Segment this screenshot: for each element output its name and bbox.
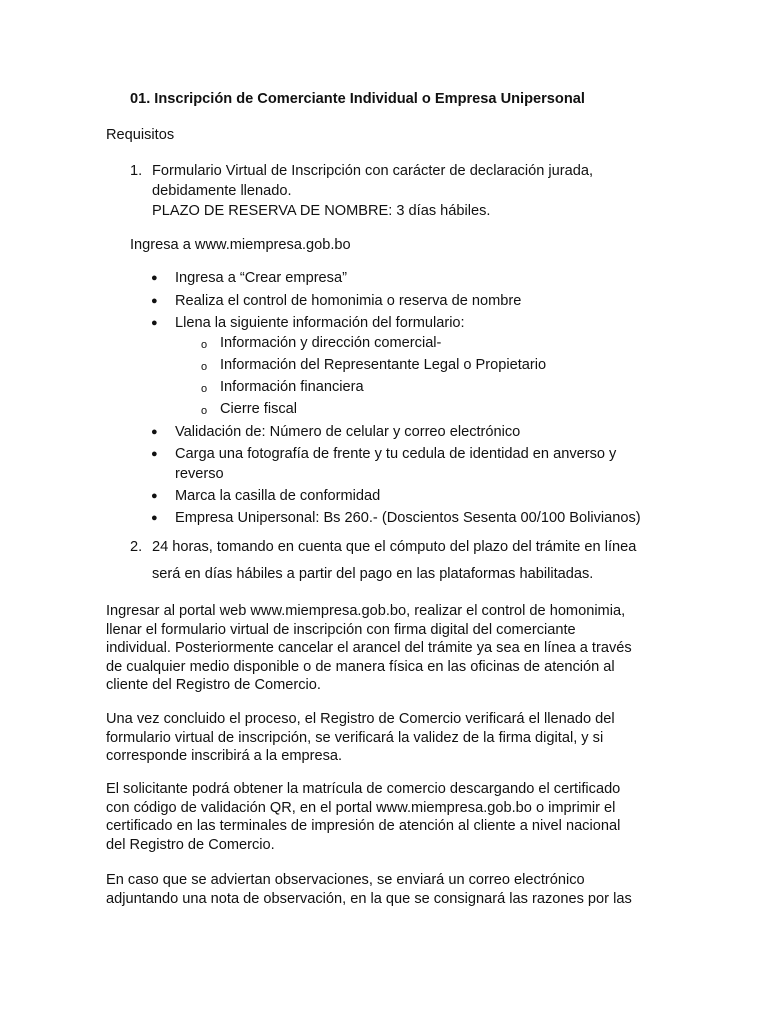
circle-bullet-icon: o bbox=[201, 405, 208, 417]
paragraph-line: Una vez concluido el proceso, el Registro de Comercio verificará el llenado del bbox=[106, 711, 615, 727]
bullet-icon: ● bbox=[151, 426, 158, 438]
ingresa-line: Ingresa a www.miempresa.gob.bo bbox=[130, 237, 351, 253]
list-item: Empresa Unipersonal: Bs 260.- (Doscientos Sesenta 00/100 Bolivianos) bbox=[175, 510, 641, 526]
title-number: 01. bbox=[130, 91, 151, 107]
list-item: Marca la casilla de conformidad bbox=[175, 488, 381, 504]
paragraph-line: de cualquier medio disponible o de manera física en las oficinas de atención al bbox=[106, 658, 615, 675]
bullet-icon: ● bbox=[151, 490, 158, 502]
paragraph-line: cliente del Registro de Comercio. bbox=[106, 677, 321, 694]
list-item: Realiza el control de homonimia o reserva de nombre bbox=[175, 293, 522, 309]
item1-line: Formulario Virtual de Inscripción con carácter de declaración jurada, bbox=[152, 163, 594, 179]
paragraph bbox=[106, 602, 666, 695]
paragraph bbox=[106, 871, 666, 908]
list-item: Llena la siguiente información del formulario: bbox=[175, 315, 465, 331]
list-item-continuation: reverso bbox=[175, 466, 224, 482]
item1-line: PLAZO DE RESERVA DE NOMBRE: 3 días hábiles. bbox=[152, 203, 491, 219]
bullet-icon: ● bbox=[151, 272, 158, 284]
paragraph-line: del Registro de Comercio. bbox=[106, 836, 275, 853]
circle-bullet-icon: o bbox=[201, 383, 208, 395]
title-text: Inscripción de Comerciante Individual o Empresa Unipersonal bbox=[154, 91, 585, 107]
list-item: Carga una fotografía de frente y tu cedula de identidad en anverso y bbox=[175, 446, 617, 462]
paragraph-line: llenar el formulario virtual de inscripción con firma digital del comerciante bbox=[106, 621, 576, 638]
list-item: Ingresa a “Crear empresa” bbox=[175, 270, 347, 286]
paragraph-line: En caso que se adviertan observaciones, se enviará un correo electrónico bbox=[106, 872, 585, 888]
paragraph-line: formulario virtual de inscripción, se verificará la validez de la firma digital, y si bbox=[106, 729, 604, 746]
item2-line: 24 horas, tomando en cuenta que el cómputo del plazo del trámite en línea bbox=[152, 539, 637, 555]
document-title bbox=[130, 91, 585, 107]
item2-line: será en días hábiles a partir del pago en las plataformas habilitadas. bbox=[152, 566, 594, 582]
paragraph-line: individual. Posteriormente cancelar el arancel del trámite ya sea en línea a través bbox=[106, 640, 632, 657]
circle-bullet-icon: o bbox=[201, 339, 208, 351]
list-item: Cierre fiscal bbox=[220, 401, 298, 417]
bullet-icon: ● bbox=[151, 295, 158, 307]
circle-bullet-icon: o bbox=[201, 361, 208, 373]
paragraph-line: Ingresar al portal web www.miempresa.gob.bo, realizar el control de homonimia, bbox=[106, 603, 626, 619]
paragraph bbox=[106, 780, 666, 854]
paragraph-line: con código de validación QR, en el portal www.miempresa.gob.bo o imprimir el bbox=[106, 799, 616, 816]
bullet-icon: ● bbox=[151, 317, 158, 329]
item1-line: debidamente llenado. bbox=[152, 183, 292, 199]
bullet-icon: ● bbox=[151, 512, 158, 524]
paragraph-line: El solicitante podrá obtener la matrícula de comercio descargando el certificado bbox=[106, 781, 621, 797]
numbered-marker-1: 1. bbox=[130, 163, 143, 179]
paragraph-line: adjuntando una nota de observación, en la que se consignará las razones por las bbox=[106, 890, 632, 907]
list-item: Información y dirección comercial- bbox=[220, 335, 442, 351]
paragraph-line: certificado en las terminales de impresión de atención al cliente a nivel nacional bbox=[106, 818, 621, 835]
numbered-marker-2: 2. bbox=[130, 539, 143, 555]
list-item: Información financiera bbox=[220, 379, 364, 395]
paragraph-line: corresponde inscribirá a la empresa. bbox=[106, 748, 343, 765]
paragraph bbox=[106, 710, 666, 766]
bullet-icon: ● bbox=[151, 448, 158, 460]
requisitos-label: Requisitos bbox=[106, 127, 175, 143]
list-item: Información del Representante Legal o Propietario bbox=[220, 357, 547, 373]
list-item: Validación de: Número de celular y correo electrónico bbox=[175, 424, 521, 440]
